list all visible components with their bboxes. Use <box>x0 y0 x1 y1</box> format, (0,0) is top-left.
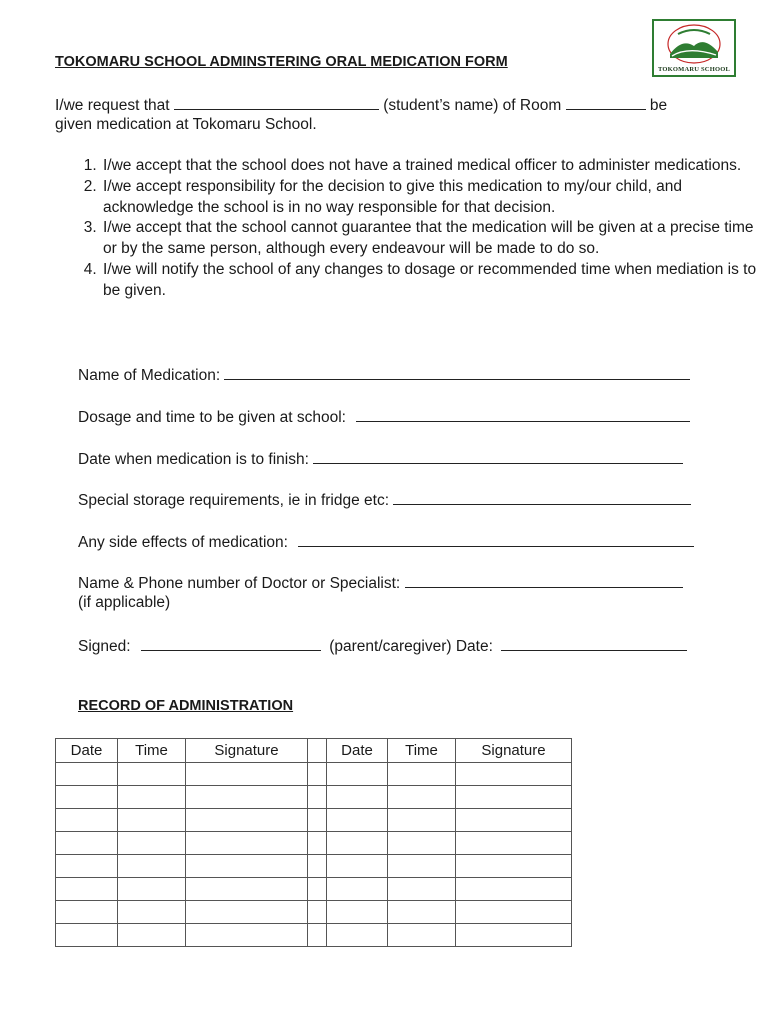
table-row <box>56 809 572 832</box>
table-cell[interactable] <box>456 855 572 878</box>
column-header: Date <box>327 739 388 763</box>
dosage-row <box>78 407 690 427</box>
table-cell[interactable] <box>327 855 388 878</box>
table-cell[interactable] <box>56 924 118 947</box>
table-cell <box>308 832 327 855</box>
table-cell[interactable] <box>327 924 388 947</box>
record-table <box>55 738 572 947</box>
condition-item: 4. I/we will notify the school of any changes to dosage or recommended time when mediation is to be given. <box>101 260 770 302</box>
table-cell[interactable] <box>56 763 118 786</box>
table-cell[interactable] <box>456 763 572 786</box>
table-cell <box>308 855 327 878</box>
finish-date-row <box>78 449 683 469</box>
medication-name-field[interactable] <box>224 365 690 380</box>
table-row <box>56 855 572 878</box>
room-field[interactable] <box>566 95 646 110</box>
table-cell[interactable] <box>456 832 572 855</box>
column-spacer <box>308 739 327 763</box>
table-cell[interactable] <box>327 878 388 901</box>
finish-date-label: Date when medication is to finish: <box>78 451 309 468</box>
column-header: Time <box>118 739 186 763</box>
table-cell[interactable] <box>186 832 308 855</box>
table-row <box>56 763 572 786</box>
table-cell[interactable] <box>118 786 186 809</box>
table-cell[interactable] <box>327 832 388 855</box>
school-logo <box>652 19 736 77</box>
student-label: (student’s name) of Room <box>383 97 562 114</box>
table-cell <box>308 924 327 947</box>
table-cell[interactable] <box>388 809 456 832</box>
table-cell[interactable] <box>186 878 308 901</box>
side-effects-label: Any side effects of medication: <box>78 534 288 551</box>
table-cell[interactable] <box>186 924 308 947</box>
date-field[interactable] <box>501 636 687 651</box>
table-cell[interactable] <box>118 924 186 947</box>
form-title: TOKOMARU SCHOOL ADMINSTERING ORAL MEDICATION FORM <box>55 54 508 70</box>
doctor-note: (if applicable) <box>78 594 171 611</box>
table-cell[interactable] <box>388 924 456 947</box>
condition-item: 3. I/we accept that the school cannot guarantee that the medication will be given at a precise time or by the same person, although every endeavour will be made to do so. <box>101 218 770 260</box>
table-cell[interactable] <box>186 901 308 924</box>
table-cell[interactable] <box>456 878 572 901</box>
table-cell[interactable] <box>186 786 308 809</box>
table-cell[interactable] <box>118 832 186 855</box>
medication-name-row <box>78 365 690 385</box>
table-cell <box>308 878 327 901</box>
dosage-label: Dosage and time to be given at school: <box>78 409 346 426</box>
table-cell[interactable] <box>456 786 572 809</box>
medication-name-label: Name of Medication: <box>78 367 221 384</box>
table-cell[interactable] <box>118 763 186 786</box>
table-cell[interactable] <box>56 832 118 855</box>
table-cell[interactable] <box>118 855 186 878</box>
table-header-row <box>56 739 572 763</box>
storage-field[interactable] <box>393 490 691 505</box>
table-cell[interactable] <box>327 786 388 809</box>
table-row <box>56 832 572 855</box>
table-cell[interactable] <box>118 901 186 924</box>
table-cell[interactable] <box>327 809 388 832</box>
side-effects-field[interactable] <box>298 532 694 547</box>
request-prefix: I/we request that <box>55 97 170 114</box>
table-cell[interactable] <box>388 855 456 878</box>
signed-label: Signed: <box>78 638 131 655</box>
side-effects-row <box>78 532 694 552</box>
table-row <box>56 786 572 809</box>
school-crest-icon <box>658 24 730 64</box>
column-header: Date <box>56 739 118 763</box>
table-cell[interactable] <box>388 901 456 924</box>
request-line-2: given medication at Tokomaru School. <box>55 116 317 133</box>
dosage-field[interactable] <box>356 407 690 422</box>
table-cell[interactable] <box>388 832 456 855</box>
record-heading: RECORD OF ADMINISTRATION <box>78 698 294 714</box>
signature-field[interactable] <box>141 636 321 651</box>
table-cell <box>308 786 327 809</box>
student-name-field[interactable] <box>174 95 379 110</box>
conditions-list <box>55 156 770 302</box>
table-cell[interactable] <box>118 878 186 901</box>
signed-row <box>78 636 687 656</box>
condition-item: 2. I/we accept responsibility for the decision to give this medication to my/our child, and acknowledge the school is in no way responsible for that decision. <box>101 177 770 219</box>
logo-text: TOKOMARU SCHOOL <box>657 66 731 73</box>
table-row <box>56 878 572 901</box>
table-cell[interactable] <box>186 763 308 786</box>
table-cell[interactable] <box>56 901 118 924</box>
doctor-label: Name & Phone number of Doctor or Specialist: <box>78 575 401 592</box>
table-cell <box>308 901 327 924</box>
table-cell[interactable] <box>327 763 388 786</box>
table-cell[interactable] <box>456 924 572 947</box>
storage-label: Special storage requirements, ie in fridge etc: <box>78 492 390 509</box>
finish-date-field[interactable] <box>313 449 683 464</box>
table-cell[interactable] <box>186 855 308 878</box>
column-header: Time <box>388 739 456 763</box>
table-cell[interactable] <box>56 786 118 809</box>
table-cell[interactable] <box>56 855 118 878</box>
table-cell[interactable] <box>388 763 456 786</box>
table-row <box>56 924 572 947</box>
condition-item: 1. I/we accept that the school does not have a trained medical officer to administer medications. <box>101 156 770 177</box>
parent-label: (parent/caregiver) Date: <box>329 638 493 655</box>
table-row <box>56 901 572 924</box>
table-cell[interactable] <box>388 878 456 901</box>
table-cell[interactable] <box>456 809 572 832</box>
table-cell[interactable] <box>56 878 118 901</box>
table-cell[interactable] <box>388 786 456 809</box>
table-cell[interactable] <box>456 901 572 924</box>
table-cell <box>308 809 327 832</box>
table-cell[interactable] <box>56 809 118 832</box>
doctor-row <box>78 573 683 593</box>
table-cell <box>308 763 327 786</box>
table-cell[interactable] <box>118 809 186 832</box>
request-line <box>55 95 667 115</box>
column-header: Signature <box>456 739 572 763</box>
doctor-field[interactable] <box>405 573 683 588</box>
table-cell[interactable] <box>186 809 308 832</box>
storage-row <box>78 490 691 510</box>
column-header: Signature <box>186 739 308 763</box>
request-suffix: be <box>649 97 668 114</box>
table-cell[interactable] <box>327 901 388 924</box>
